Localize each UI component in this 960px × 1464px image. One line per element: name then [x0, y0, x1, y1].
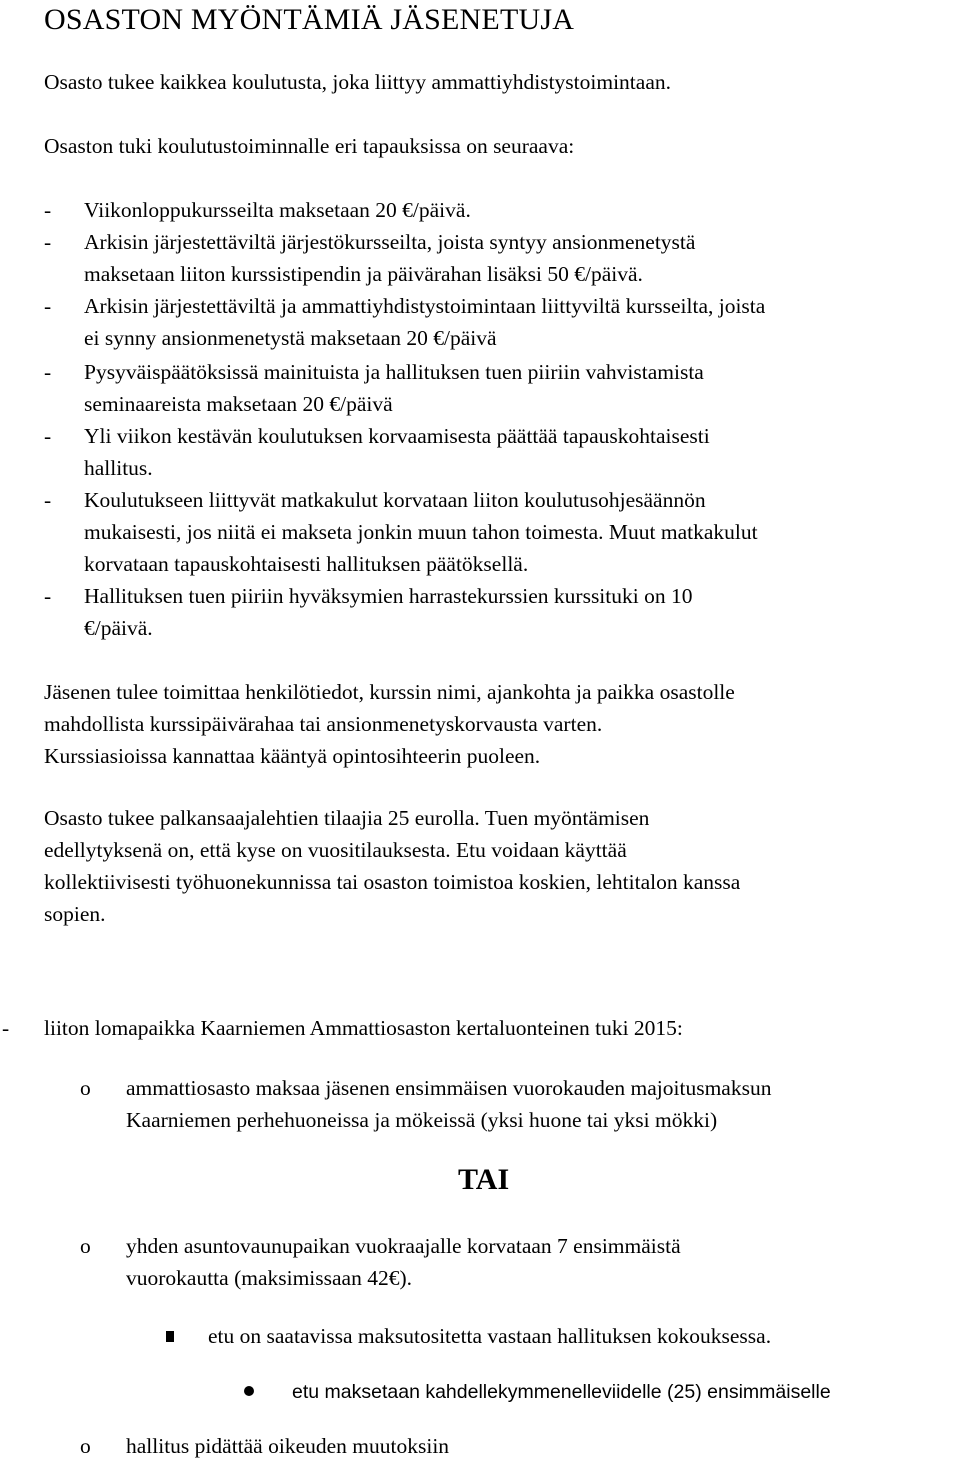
holiday-item-line: Kaarniemen perhehuoneissa ja mökeissä (yksi huone tai yksi mökki) — [126, 1108, 718, 1132]
list-item-line: maksetaan liiton kurssistipendin ja päivärahan lisäksi 50 €/päivä. — [84, 262, 643, 286]
member-paragraph-line: Kurssiasioissa kannattaa kääntyä opintosihteerin puoleen. — [44, 744, 541, 768]
list-item-line: mukaisesti, jos niitä ei makseta jonkin muun tahon toimesta. Muut matkakulut — [84, 520, 758, 544]
dash-marker: - — [44, 584, 52, 608]
list-item-line: seminaareista maksetaan 20 €/päivä — [84, 392, 393, 416]
square-bullet-icon — [166, 1331, 174, 1342]
holiday-item-line: ammattiosasto maksaa jäsenen ensimmäisen vuorokauden majoitusmaksun — [126, 1076, 772, 1100]
dash-marker: - — [44, 294, 52, 318]
journal-paragraph-line: kollektiivisesti työhuonekunnissa tai osaston toimistoa koskien, lehtitalon kanssa — [44, 870, 741, 894]
dash-marker: - — [2, 1016, 10, 1040]
list-item-line: hallitus. — [84, 456, 153, 480]
list-item-line: Arkisin järjestettäviltä ja ammattiyhdistystoimintaan liittyviltä kursseilta, joista — [84, 294, 766, 318]
dash-marker: - — [44, 230, 52, 254]
dash-marker: - — [44, 424, 52, 448]
list-item-line: korvataan tapauskohtaisesti hallituksen päätöksellä. — [84, 552, 529, 576]
list-item-line: Hallituksen tuen piiriin hyväksymien harrastekurssien kurssituki on 10 — [84, 584, 693, 608]
circle-bullet-marker: o — [80, 1234, 91, 1258]
holiday-item-line: yhden asuntovaunupaikan vuokraajalle korvataan 7 ensimmäistä — [126, 1234, 681, 1258]
list-item-line: €/päivä. — [84, 616, 153, 640]
list-item-line: Yli viikon kestävän koulutuksen korvaamisesta päättää tapauskohtaisesti — [84, 424, 710, 448]
list-item-line: Arkisin järjestettäviltä järjestökursseilta, joista syntyy ansionmenetystä — [84, 230, 696, 254]
member-paragraph-line: Jäsenen tulee toimittaa henkilötiedot, kurssin nimi, ajankohta ja paikka osastolle — [44, 680, 735, 704]
round-bullet-item: etu maksetaan kahdellekymmenelleviidelle (25) ensimmäiselle — [292, 1381, 831, 1403]
page-title: OSASTON MYÖNTÄMIÄ JÄSENETUJA — [44, 3, 575, 36]
member-paragraph-line: mahdollista kurssipäivärahaa tai ansionmenetyskorvausta varten. — [44, 712, 603, 736]
or-label: TAI — [458, 1163, 510, 1196]
journal-paragraph-line: Osasto tukee palkansaajalehtien tilaajia 25 eurolla. Tuen myöntämisen — [44, 806, 650, 830]
journal-paragraph-line: edellytyksenä on, että kyse on vuositilauksesta. Etu voidaan käyttää — [44, 838, 627, 862]
holiday-item-line: hallitus pidättää oikeuden muutoksiin — [126, 1434, 450, 1458]
holiday-heading: liiton lomapaikka Kaarniemen Ammattiosaston kertaluonteinen tuki 2015: — [44, 1016, 683, 1040]
dash-marker: - — [44, 360, 52, 384]
dash-marker: - — [44, 198, 52, 222]
list-item-line: Viikonloppukursseilta maksetaan 20 €/päivä. — [84, 198, 471, 222]
intro-line-1: Osasto tukee kaikkea koulutusta, joka liittyy ammattiyhdistystoimintaan. — [44, 70, 671, 94]
holiday-item-line: vuorokautta (maksimissaan 42€). — [126, 1266, 413, 1290]
circle-bullet-marker: o — [80, 1076, 91, 1100]
dash-marker: - — [44, 488, 52, 512]
list-item-line: Koulutukseen liittyvät matkakulut korvataan liiton koulutusohjesäännön — [84, 488, 706, 512]
list-item-line: ei synny ansionmenetystä maksetaan 20 €/päivä — [84, 326, 497, 350]
circle-bullet-marker: o — [80, 1434, 91, 1458]
intro-line-2: Osaston tuki koulutustoiminnalle eri tapauksissa on seuraava: — [44, 134, 575, 158]
list-item-line: Pysyväispäätöksissä mainituista ja hallituksen tuen piiriin vahvistamista — [84, 360, 704, 384]
round-bullet-icon — [244, 1386, 254, 1396]
journal-paragraph-line: sopien. — [44, 902, 106, 926]
square-bullet-item: etu on saatavissa maksutositetta vastaan hallituksen kokouksessa. — [208, 1324, 772, 1348]
